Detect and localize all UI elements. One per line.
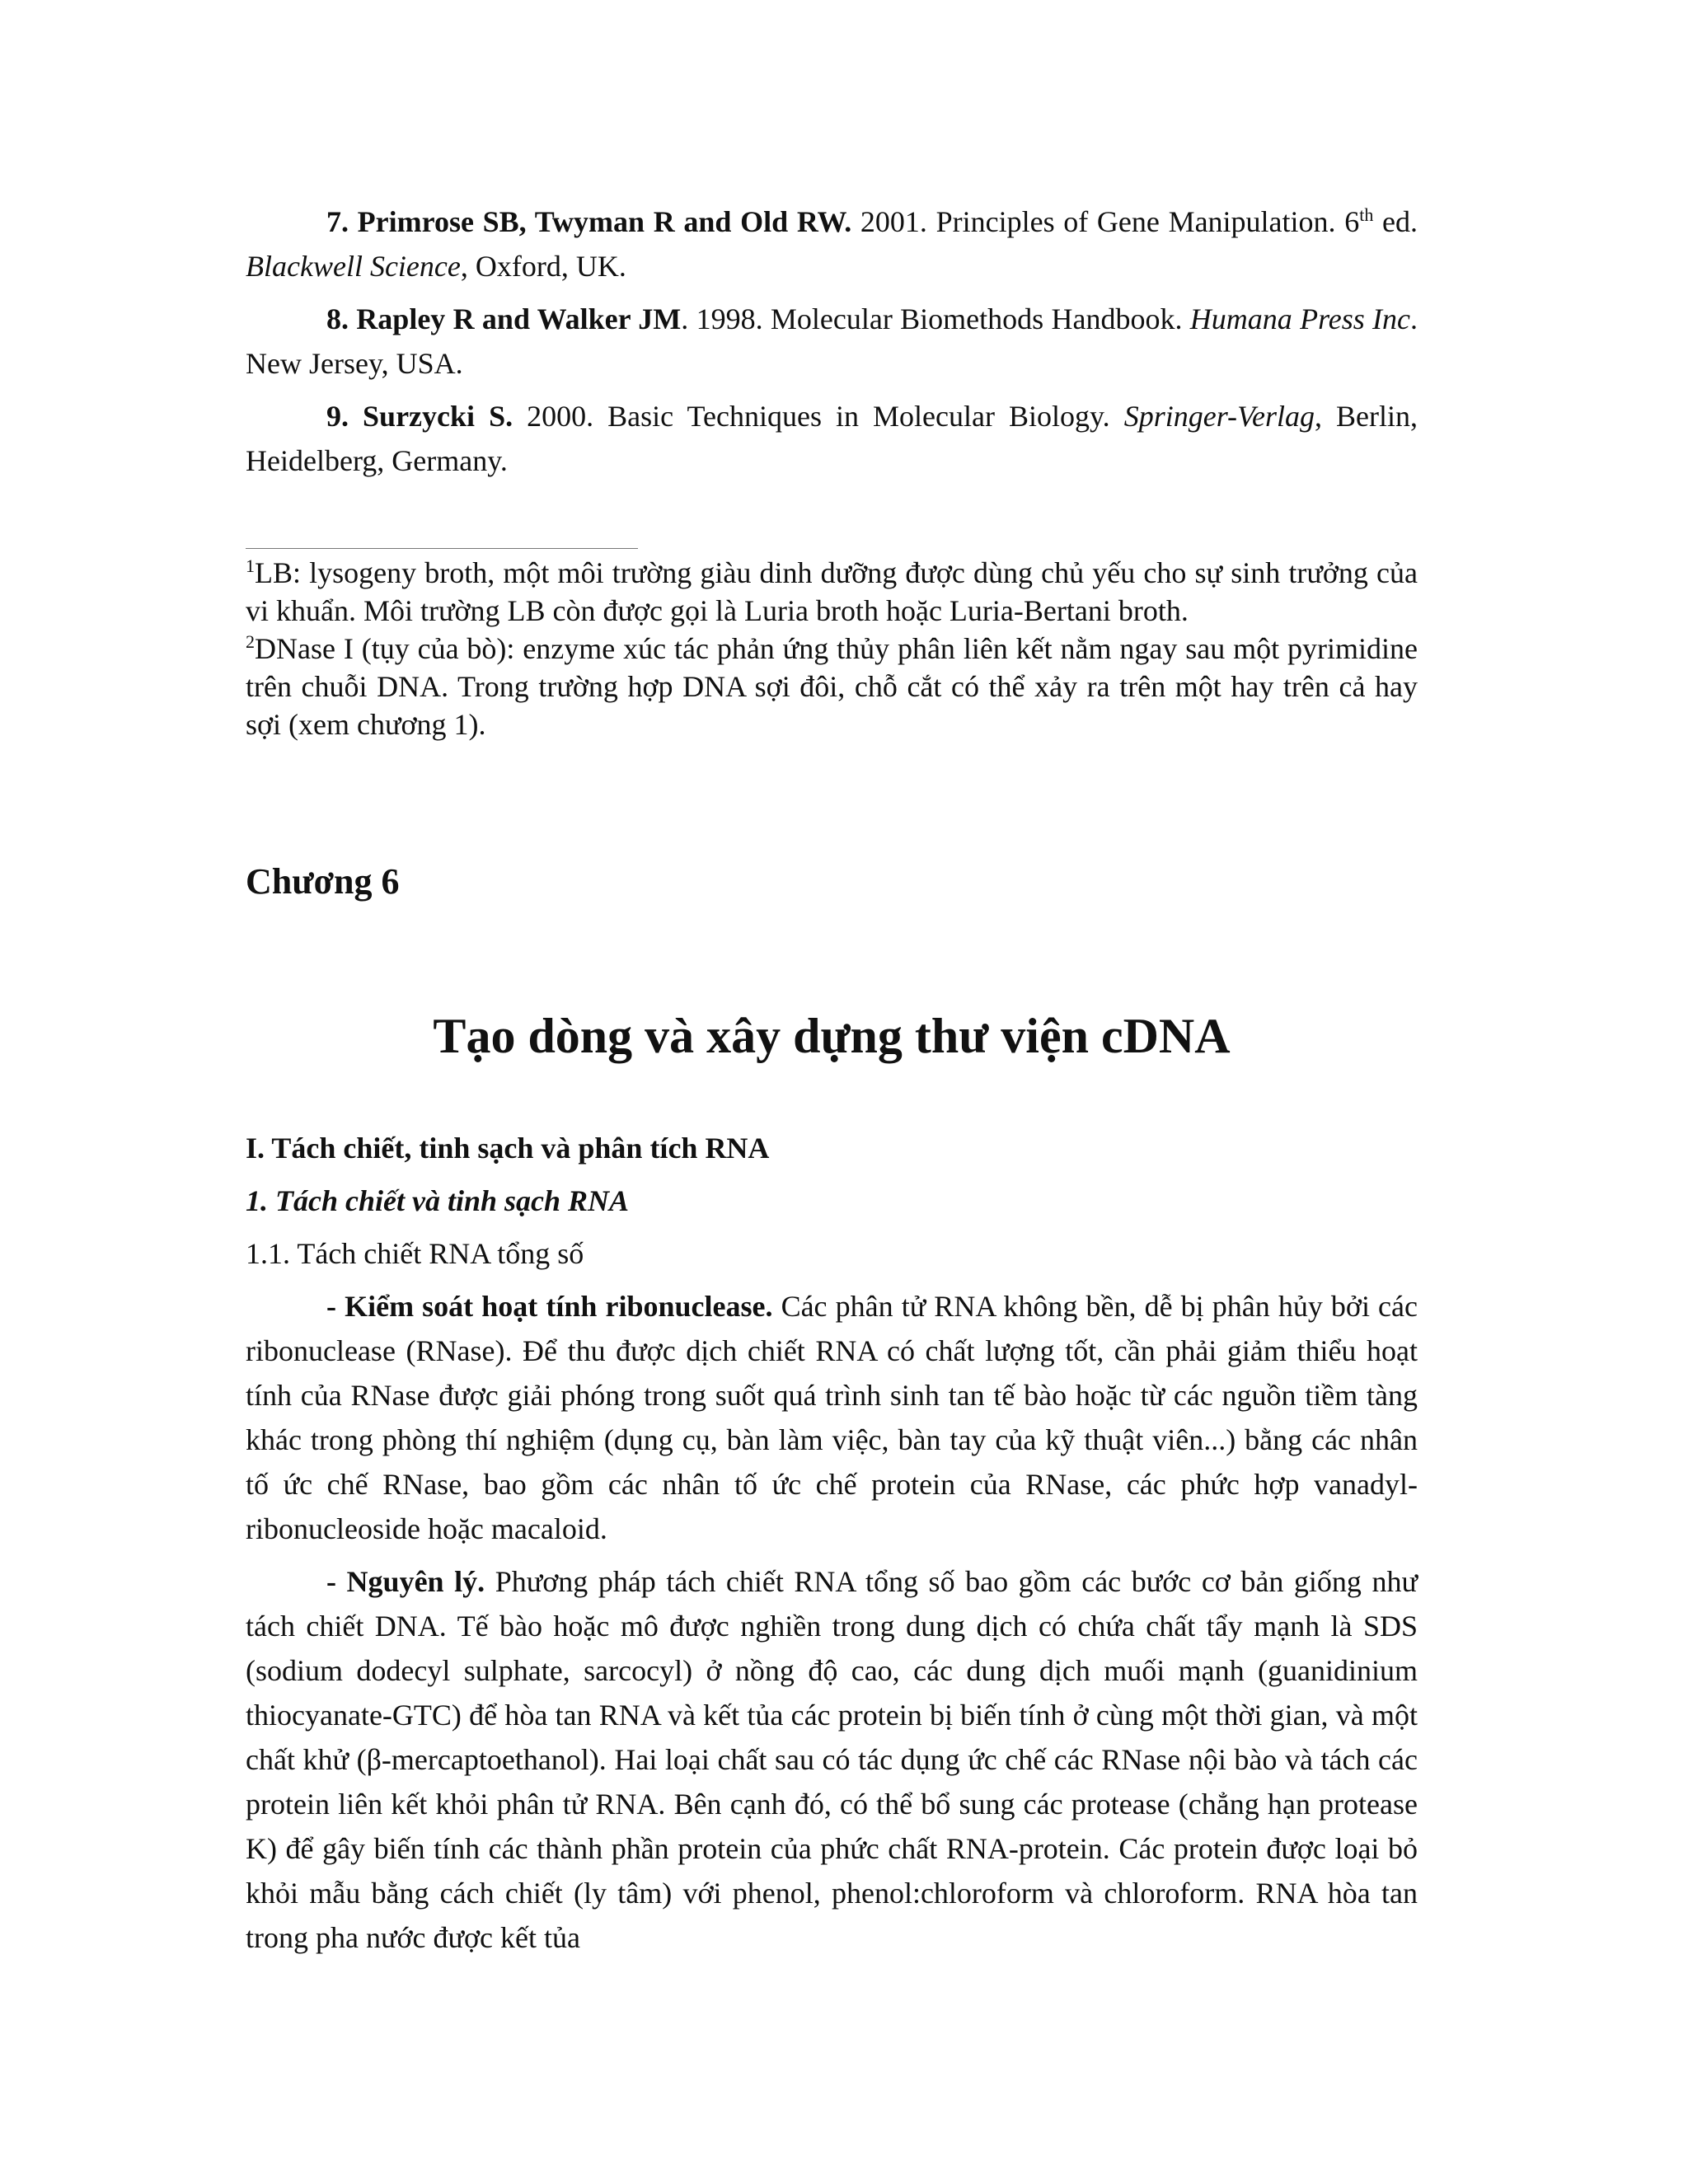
subsection-heading: 1. Tách chiết và tinh sạch RNA [246,1184,630,1217]
footnotes [246,554,1418,743]
reference-9: 9. Surzycki S. 2000. Basic Techniques in Molecular Biology. Springer-Verlag, Berlin, Heidelberg, Germany. [246,400,1418,477]
chapter-label: Chương 6 [246,861,400,902]
footnote-separator [246,548,638,549]
reference-list [246,199,1418,483]
section-heading: I. Tách chiết, tinh sạch và phân tích RNA [246,1132,770,1165]
footnote-2: $^2$DNase I (tụy của bò): enzyme xúc tác phản ứng thủy phân liên kết nằm ngay sau một pyrimidine trên chuỗi DNA. Trong trường hợp DNA sợi đôi, chỗ cắt có thể xảy ra trên một hay trên cả hay sợi (xem chương 1). [246,631,1418,741]
chapter-title: Tạo dòng và xây dựng thư viện cDNA [433,1009,1231,1063]
reference-7: 7. Primrose SB, Twyman R and Old RW. 2001. Principles of Gene Manipulation. 6th ed. Blackwell Science, Oxford, UK. [246,204,1418,283]
reference-8: 8. Rapley R and Walker JM. 1998. Molecular Biomethods Handbook. Humana Press Inc. New Jersey, USA. [246,302,1418,380]
subsubsection-heading: 1.1. Tách chiết RNA tổng số [246,1237,584,1270]
paragraph-principle: - Nguyên lý. Phương pháp tách chiết RNA tổng số bao gồm các bước cơ bản giống như tách chiết DNA. Tế bào hoặc mô được nghiền trong dung dịch có chứa chất tẩy mạnh là SDS (sodium dodecyl sulphate, sarcocyl) ở nồng độ cao, các dung dịch muối mạnh (guanidinium thiocyanate-GTC) để hòa tan RNA và kết tủa các protein bị biến tính ở cùng một thời gian, và một chất khử (β-mercaptoethanol). Hai loại chất sau có tác dụng ức chế các RNase nội bào và tách các protein liên kết khỏi phân tử RNA. Bên cạnh đó, có thể bổ sung các protease (chẳng hạn protease K) để gây biến tính các thành phần protein của phức chất RNA-protein. Các protein được loại bỏ khỏi mẫu bằng cách chiết (ly tâm) với phenol, phenol:chloroform và chloroform. RNA hòa tan trong pha nước được kết tủa [246,1565,1418,1954]
body-content [246,1126,1418,1960]
footnote-1: $^1$LB: lysogeny broth, một môi trường giàu dinh dưỡng được dùng chủ yếu cho sự sinh trưởng của vi khuẩn. Môi trường LB còn được gọi là Luria broth hoặc Luria-Bertani broth. [246,555,1418,627]
paragraph-ribonuclease: - Kiểm soát hoạt tính ribonuclease. Các phân tử RNA không bền, dễ bị phân hủy bởi các ribonuclease (RNase). Để thu được dịch chiết RNA có chất lượng tốt, cần phải giảm thiểu hoạt tính của RNase được giải phóng trong suốt quá trình sinh tan tế bào hoặc từ các nguồn tiềm tàng khác trong phòng thí nghiệm (dụng cụ, bàn làm việc, bàn tay của kỹ thuật viên...) bằng các nhân tố ức chế RNase, bao gồm các nhân tố ức chế protein của RNase, các phức hợp vanadyl-ribonucleoside hoặc macaloid. [246,1290,1418,1545]
